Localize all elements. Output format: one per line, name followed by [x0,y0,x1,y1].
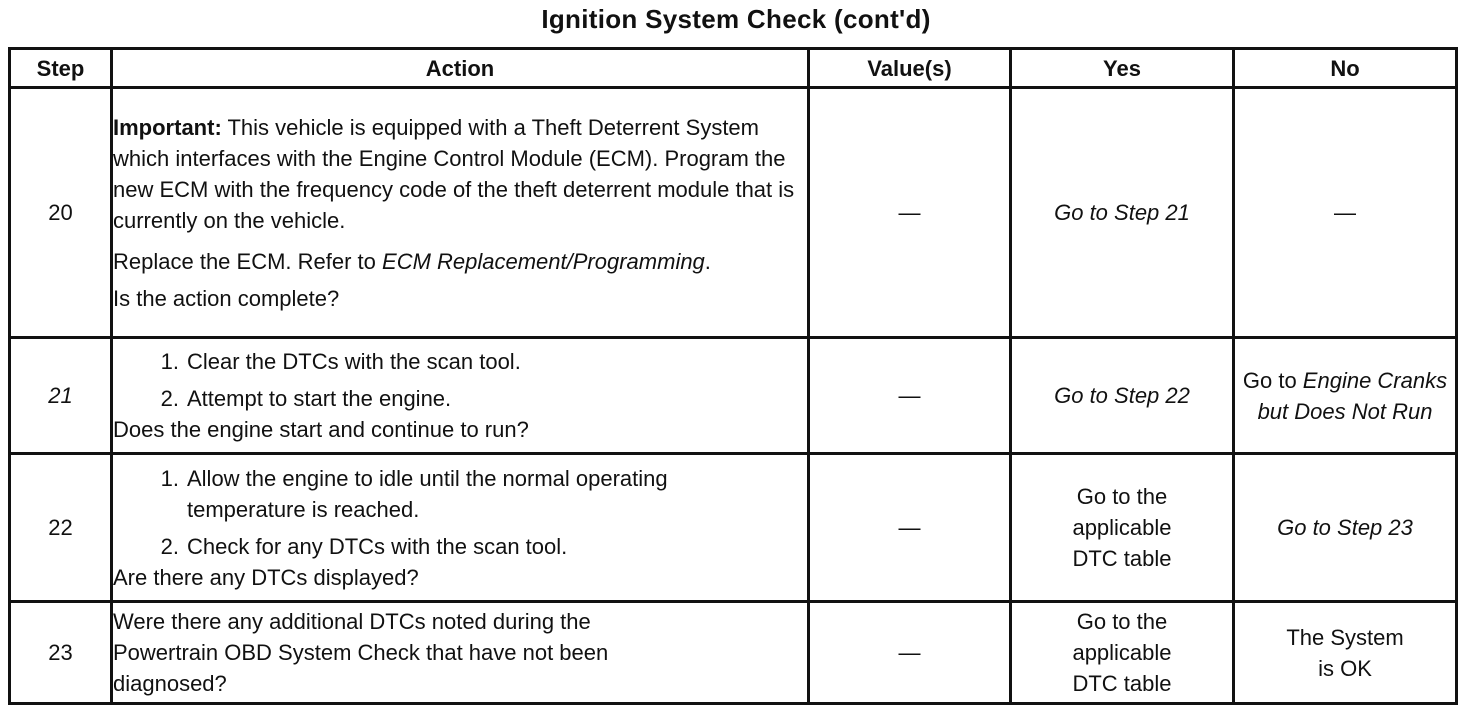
action-cell: Were there any additional DTCs noted during the Powertrain OBD System Check that have not been diagnosed? [112,602,809,704]
replace-instruction [113,246,807,277]
no-cell: — [1234,88,1457,338]
table-row-step-21 [10,338,1457,454]
action-cell [112,338,809,454]
value-cell: — [809,454,1011,602]
yes-line: Go to the [1076,484,1168,509]
yes-cell [1011,454,1234,602]
list-item [113,531,807,562]
page-title: Ignition System Check (cont'd) [541,4,931,34]
list-item [113,383,807,414]
step-number: 23 [10,602,112,704]
yes-line: DTC table [1072,671,1172,696]
step-number: 22 [10,454,112,602]
list-item [113,346,807,377]
no-cell [1234,338,1457,454]
table-header-row [10,49,1457,88]
header-values: Value(s) [809,49,1011,88]
no-cell [1234,602,1457,704]
action-question: Are there any DTCs displayed? [113,564,419,590]
header-yes: Yes [1011,49,1234,88]
important-text: This vehicle is equipped with a Theft Deterrent System which interfaces with the Engine Control Module (ECM). Program the new ECM with the frequency code of the theft deterrent module that is currently on the vehicle. [113,114,795,233]
table-row-step-20 [10,88,1457,338]
important-label: Important: [113,114,222,140]
step-number: 21 [10,338,112,454]
value-cell: — [809,88,1011,338]
replace-end: . [704,248,711,274]
no-line: The System [1286,624,1404,650]
list-item-number: 1. [160,349,179,374]
action-question: Is the action complete? [113,285,340,311]
list-item-number: 2. [160,386,179,411]
step-number: 20 [10,88,112,338]
yes-cell: Go to Step 21 [1011,88,1234,338]
list-item-text: Attempt to start the engine. [187,386,452,411]
header-action: Action [112,49,809,88]
replace-text: Replace the ECM. Refer to [113,248,383,274]
value-cell: — [809,338,1011,454]
no-line: is OK [1318,655,1372,681]
important-note [113,112,807,236]
list-item-text: Allow the engine to idle until the normal operating temperature is reached. [187,465,668,522]
table-row-step-23 [10,602,1457,704]
action-question: Does the engine start and continue to run? [113,417,529,442]
no-prefix: Go to [1242,367,1303,393]
yes-line: DTC table [1072,546,1172,571]
yes-line: applicable [1072,515,1172,540]
diagnostic-table [8,47,1458,705]
yes-line: Go to the [1076,609,1168,634]
header-step: Step [10,49,112,88]
yes-cell: Go to Step 22 [1011,338,1234,454]
list-item-number: 2. [160,533,179,559]
action-cell [112,88,809,338]
yes-cell [1011,602,1234,704]
no-cell: Go to Step 23 [1234,454,1457,602]
list-item-text: Check for any DTCs with the scan tool. [187,533,568,559]
list-item [113,463,807,525]
engine-cranks-reference: Engine Cranks but Does Not Run [1257,367,1448,424]
table-row-step-22 [10,454,1457,602]
list-item-number: 1. [160,465,179,491]
list-item-text: Clear the DTCs with the scan tool. [187,349,521,374]
ecm-replacement-reference: ECM Replacement/Programming [382,248,705,274]
yes-line: applicable [1072,640,1172,665]
action-cell [112,454,809,602]
value-cell: — [809,602,1011,704]
header-no: No [1234,49,1457,88]
